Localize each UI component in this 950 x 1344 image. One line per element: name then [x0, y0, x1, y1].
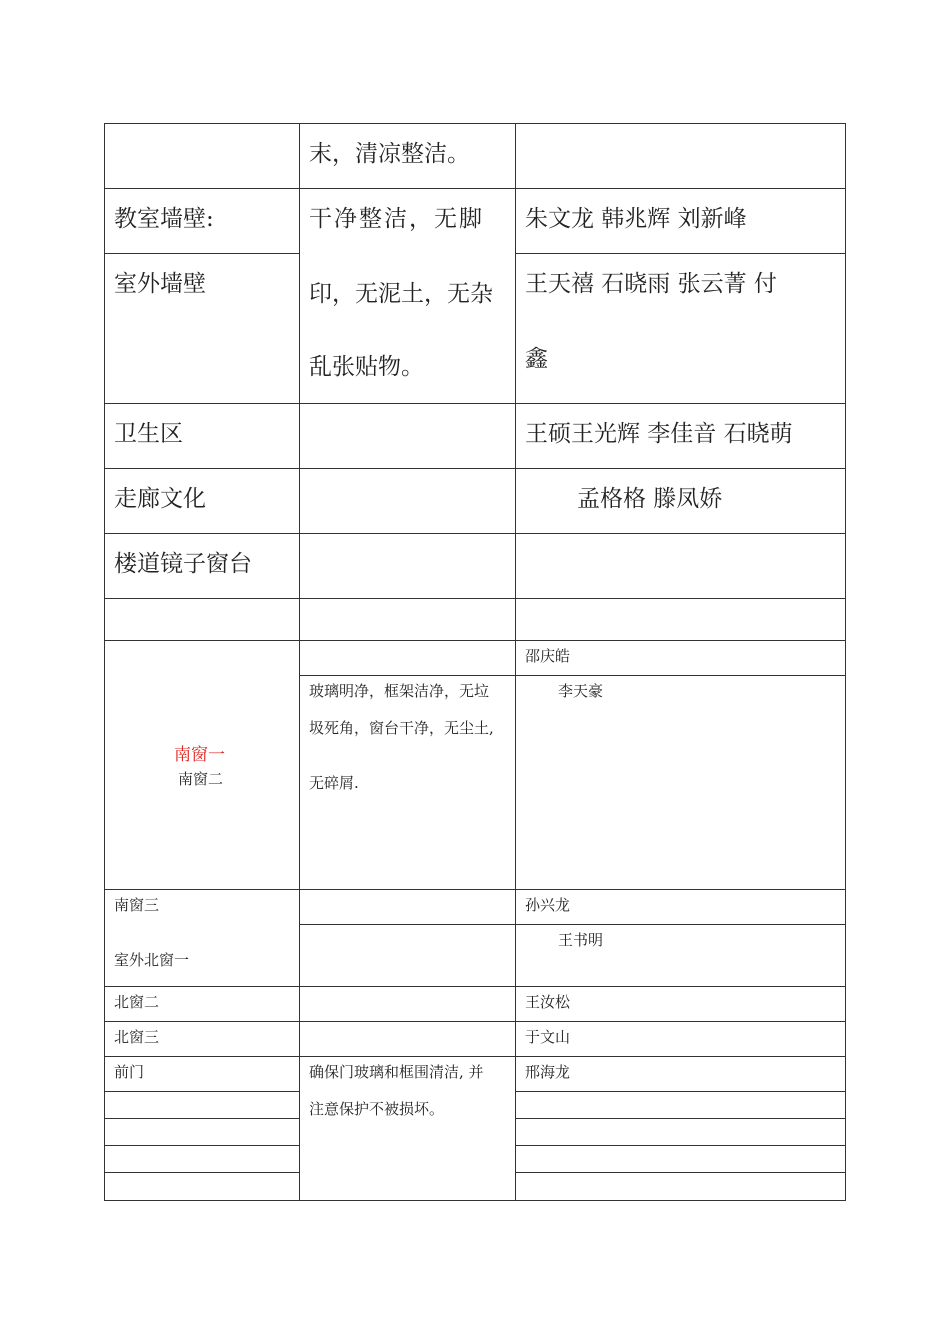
window-standard-line1: 玻璃明净，框架洁净，无垃 — [309, 682, 490, 700]
person-yu-wenshan: 于文山 — [525, 1028, 571, 1046]
grid-line — [299, 924, 846, 925]
standard-text-continued: 末，清凉整洁。 — [309, 141, 470, 167]
people-outdoor-wall-line2: 鑫 — [525, 346, 548, 372]
area-outdoor-wall: 室外墙壁 — [114, 271, 206, 297]
south-window-3-label: 南窗三 — [114, 896, 160, 914]
window-standard-line2: 圾死角，窗台干净，无尘土, — [309, 719, 494, 737]
outdoor-north-window-1-label: 室外北窗一 — [114, 951, 190, 969]
grid-line — [515, 1091, 846, 1092]
grid-line — [299, 675, 846, 676]
window-standard-line3: 无碎屑. — [309, 774, 359, 792]
grid-line — [104, 1200, 846, 1201]
grid-line — [299, 123, 300, 1201]
area-classroom-wall: 教室墙壁: — [114, 206, 214, 232]
area-hygiene-zone: 卫生区 — [114, 421, 183, 447]
area-stairway-mirror-sill: 楼道镜子窗台 — [114, 551, 252, 577]
people-corridor-culture: 孟格格 滕凤娇 — [577, 486, 723, 512]
grid-line — [104, 1091, 300, 1092]
grid-line — [845, 123, 846, 1201]
wall-standard-line3: 乱张贴物。 — [309, 354, 424, 380]
south-window-2-label: 南窗二 — [178, 770, 224, 788]
south-window-1-label: 南窗一 — [174, 745, 225, 765]
grid-line — [515, 123, 516, 1201]
people-hygiene-zone: 王硕王光辉 李佳音 石晓萌 — [525, 421, 793, 447]
grid-line — [104, 468, 846, 469]
grid-line — [104, 889, 846, 890]
wall-standard-line2: 印，无泥土，无杂 — [309, 281, 493, 307]
grid-line — [104, 1056, 846, 1057]
door-standard-line1: 确保门玻璃和框围清洁, 并 — [309, 1063, 484, 1081]
grid-line — [104, 403, 846, 404]
grid-line — [104, 598, 846, 599]
area-corridor-culture: 走廊文化 — [114, 486, 206, 512]
wall-standard-line1: 干净整洁，无脚 — [309, 206, 484, 232]
people-classroom-wall: 朱文龙 韩兆辉 刘新峰 — [525, 206, 747, 232]
front-door-label: 前门 — [114, 1063, 145, 1081]
north-window-3-label: 北窗三 — [114, 1028, 160, 1046]
grid-line — [104, 188, 846, 189]
grid-line — [104, 1021, 846, 1022]
grid-line — [104, 533, 846, 534]
grid-line — [104, 123, 846, 124]
grid-line — [515, 1118, 846, 1119]
grid-line — [515, 253, 846, 254]
person-wang-shuming: 王书明 — [558, 931, 604, 949]
person-wang-rusong: 王汝松 — [525, 993, 571, 1011]
grid-line — [104, 986, 846, 987]
north-window-2-label: 北窗二 — [114, 993, 160, 1011]
people-outdoor-wall-line1: 王天禧 石晓雨 张云菁 付 — [525, 271, 777, 297]
grid-line — [104, 1145, 300, 1146]
person-sun-xinglong: 孙兴龙 — [525, 896, 571, 914]
grid-line — [515, 1172, 846, 1173]
grid-line — [104, 1172, 300, 1173]
person-shao-qinghao: 邵庆皓 — [525, 647, 571, 665]
grid-line — [515, 1145, 846, 1146]
person-li-tianhao: 李天豪 — [558, 682, 604, 700]
person-xing-hailong: 邢海龙 — [525, 1063, 571, 1081]
grid-line — [104, 253, 300, 254]
door-standard-line2: 注意保护不被损坏。 — [309, 1100, 445, 1118]
grid-line — [104, 640, 846, 641]
grid-line — [104, 123, 105, 1201]
grid-line — [104, 1118, 300, 1119]
